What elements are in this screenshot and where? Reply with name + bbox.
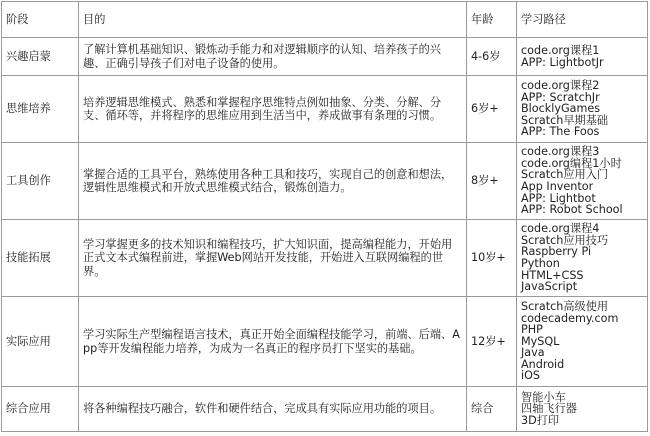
stage-cell: 综合应用 [2, 387, 79, 432]
path-item: code.org课程2 [521, 79, 600, 93]
path-item: APP: Lightbot [521, 191, 596, 205]
path-item: 智能小车 [521, 390, 566, 404]
path-item: Scratch早期基础 [521, 113, 609, 127]
purpose-cell: 将各种编程技巧融合，软件和硬件结合，完成具有实际应用功能的项目。 [79, 387, 467, 432]
table-row [2, 143, 648, 220]
learning-path-cell [517, 297, 648, 387]
table-row [2, 220, 648, 297]
path-item: APP: ScratchJr [521, 90, 600, 104]
path-item: App Inventor [521, 180, 594, 193]
age-cell: 4-6岁 [467, 38, 517, 76]
path-item: codecademy.com [521, 311, 619, 325]
path-item: MySQL [521, 334, 560, 348]
path-item: 3D打印 [521, 413, 560, 427]
header-stage: 阶段 [2, 2, 79, 38]
stage-cell: 技能拓展 [2, 220, 79, 297]
stage-cell: 工具创作 [2, 143, 79, 220]
path-item: 四轴飞行器 [521, 402, 577, 416]
path-item: code.org课程3 [521, 145, 600, 159]
path-item: Scratch应用技巧 [521, 233, 609, 247]
table-row [2, 297, 648, 387]
header-purpose: 目的 [79, 2, 467, 38]
path-item: APP: Robot School [521, 203, 623, 217]
header-age: 年龄 [467, 2, 517, 38]
purpose-cell: 掌握合适的工具平台，熟练使用各种工具和技巧，实现自己的创意和想法，逻辑性思维模式和开放式思维模式结合，锻炼创造力。 [79, 143, 467, 220]
age-cell: 8岁+ [467, 143, 517, 220]
purpose-cell: 学习掌握更多的技术知识和编程技巧，扩大知识面，提高编程能力，开始用正式文本式编程前进，掌握Web网站开发技能，开始进入互联网编程的世界。 [79, 220, 467, 297]
path-item: iOS [521, 369, 541, 383]
header-row [2, 2, 648, 38]
curriculum-table [1, 1, 648, 432]
path-item: code.org编程1小时 [521, 156, 622, 170]
path-item: PHP [521, 323, 543, 337]
stage-cell: 实际应用 [2, 297, 79, 387]
path-item: JavaScript [521, 280, 578, 294]
path-item: Scratch应用入门 [521, 168, 609, 182]
learning-path-cell [517, 387, 648, 432]
purpose-cell: 培养逻辑思维模式、熟悉和掌握程序思维特点例如抽象、分类、分解、分支、循环等，并将程序的思维应用到生活当中，养成做事有条理的习惯。 [79, 76, 467, 143]
learning-path-cell [517, 220, 648, 297]
path-item: Raspberry Pi [521, 245, 592, 259]
path-item: BlocklyGames [521, 102, 601, 116]
table-row [2, 38, 648, 76]
table-row [2, 76, 648, 143]
path-item: Python [521, 257, 560, 270]
path-item: HTML+CSS [521, 268, 584, 282]
path-item: code.org课程4 [521, 222, 600, 236]
table-row [2, 387, 648, 432]
purpose-cell: 学习实际生产型编程语言技术，真正开始全面编程技能学习，前端、后端、App等开发编程能力培养，为成为一名真正的程序员打下坚实的基础。 [79, 297, 467, 387]
path-item: APP: LightbotJr [521, 55, 604, 69]
stage-cell: 思维培养 [2, 76, 79, 143]
age-cell: 10岁+ [467, 220, 517, 297]
path-item: Scratch高级使用 [521, 299, 609, 313]
learning-path-cell [517, 38, 648, 76]
learning-path-cell [517, 76, 648, 143]
age-cell: 综合 [467, 387, 517, 432]
path-item: APP: The Foos [521, 125, 600, 139]
age-cell: 12岁+ [467, 297, 517, 387]
learning-path-cell [517, 143, 648, 220]
stage-cell: 兴趣启蒙 [2, 38, 79, 76]
purpose-cell: 了解计算机基础知识、锻炼动手能力和对逻辑顺序的认知、培养孩子的兴趣、正确引导孩子们对电子设备的使用。 [79, 38, 467, 76]
path-item: code.org课程1 [521, 43, 600, 57]
path-item: Android [521, 357, 565, 371]
path-item: Java [521, 346, 545, 360]
header-learning-path: 学习路径 [517, 2, 648, 38]
age-cell: 6岁+ [467, 76, 517, 143]
